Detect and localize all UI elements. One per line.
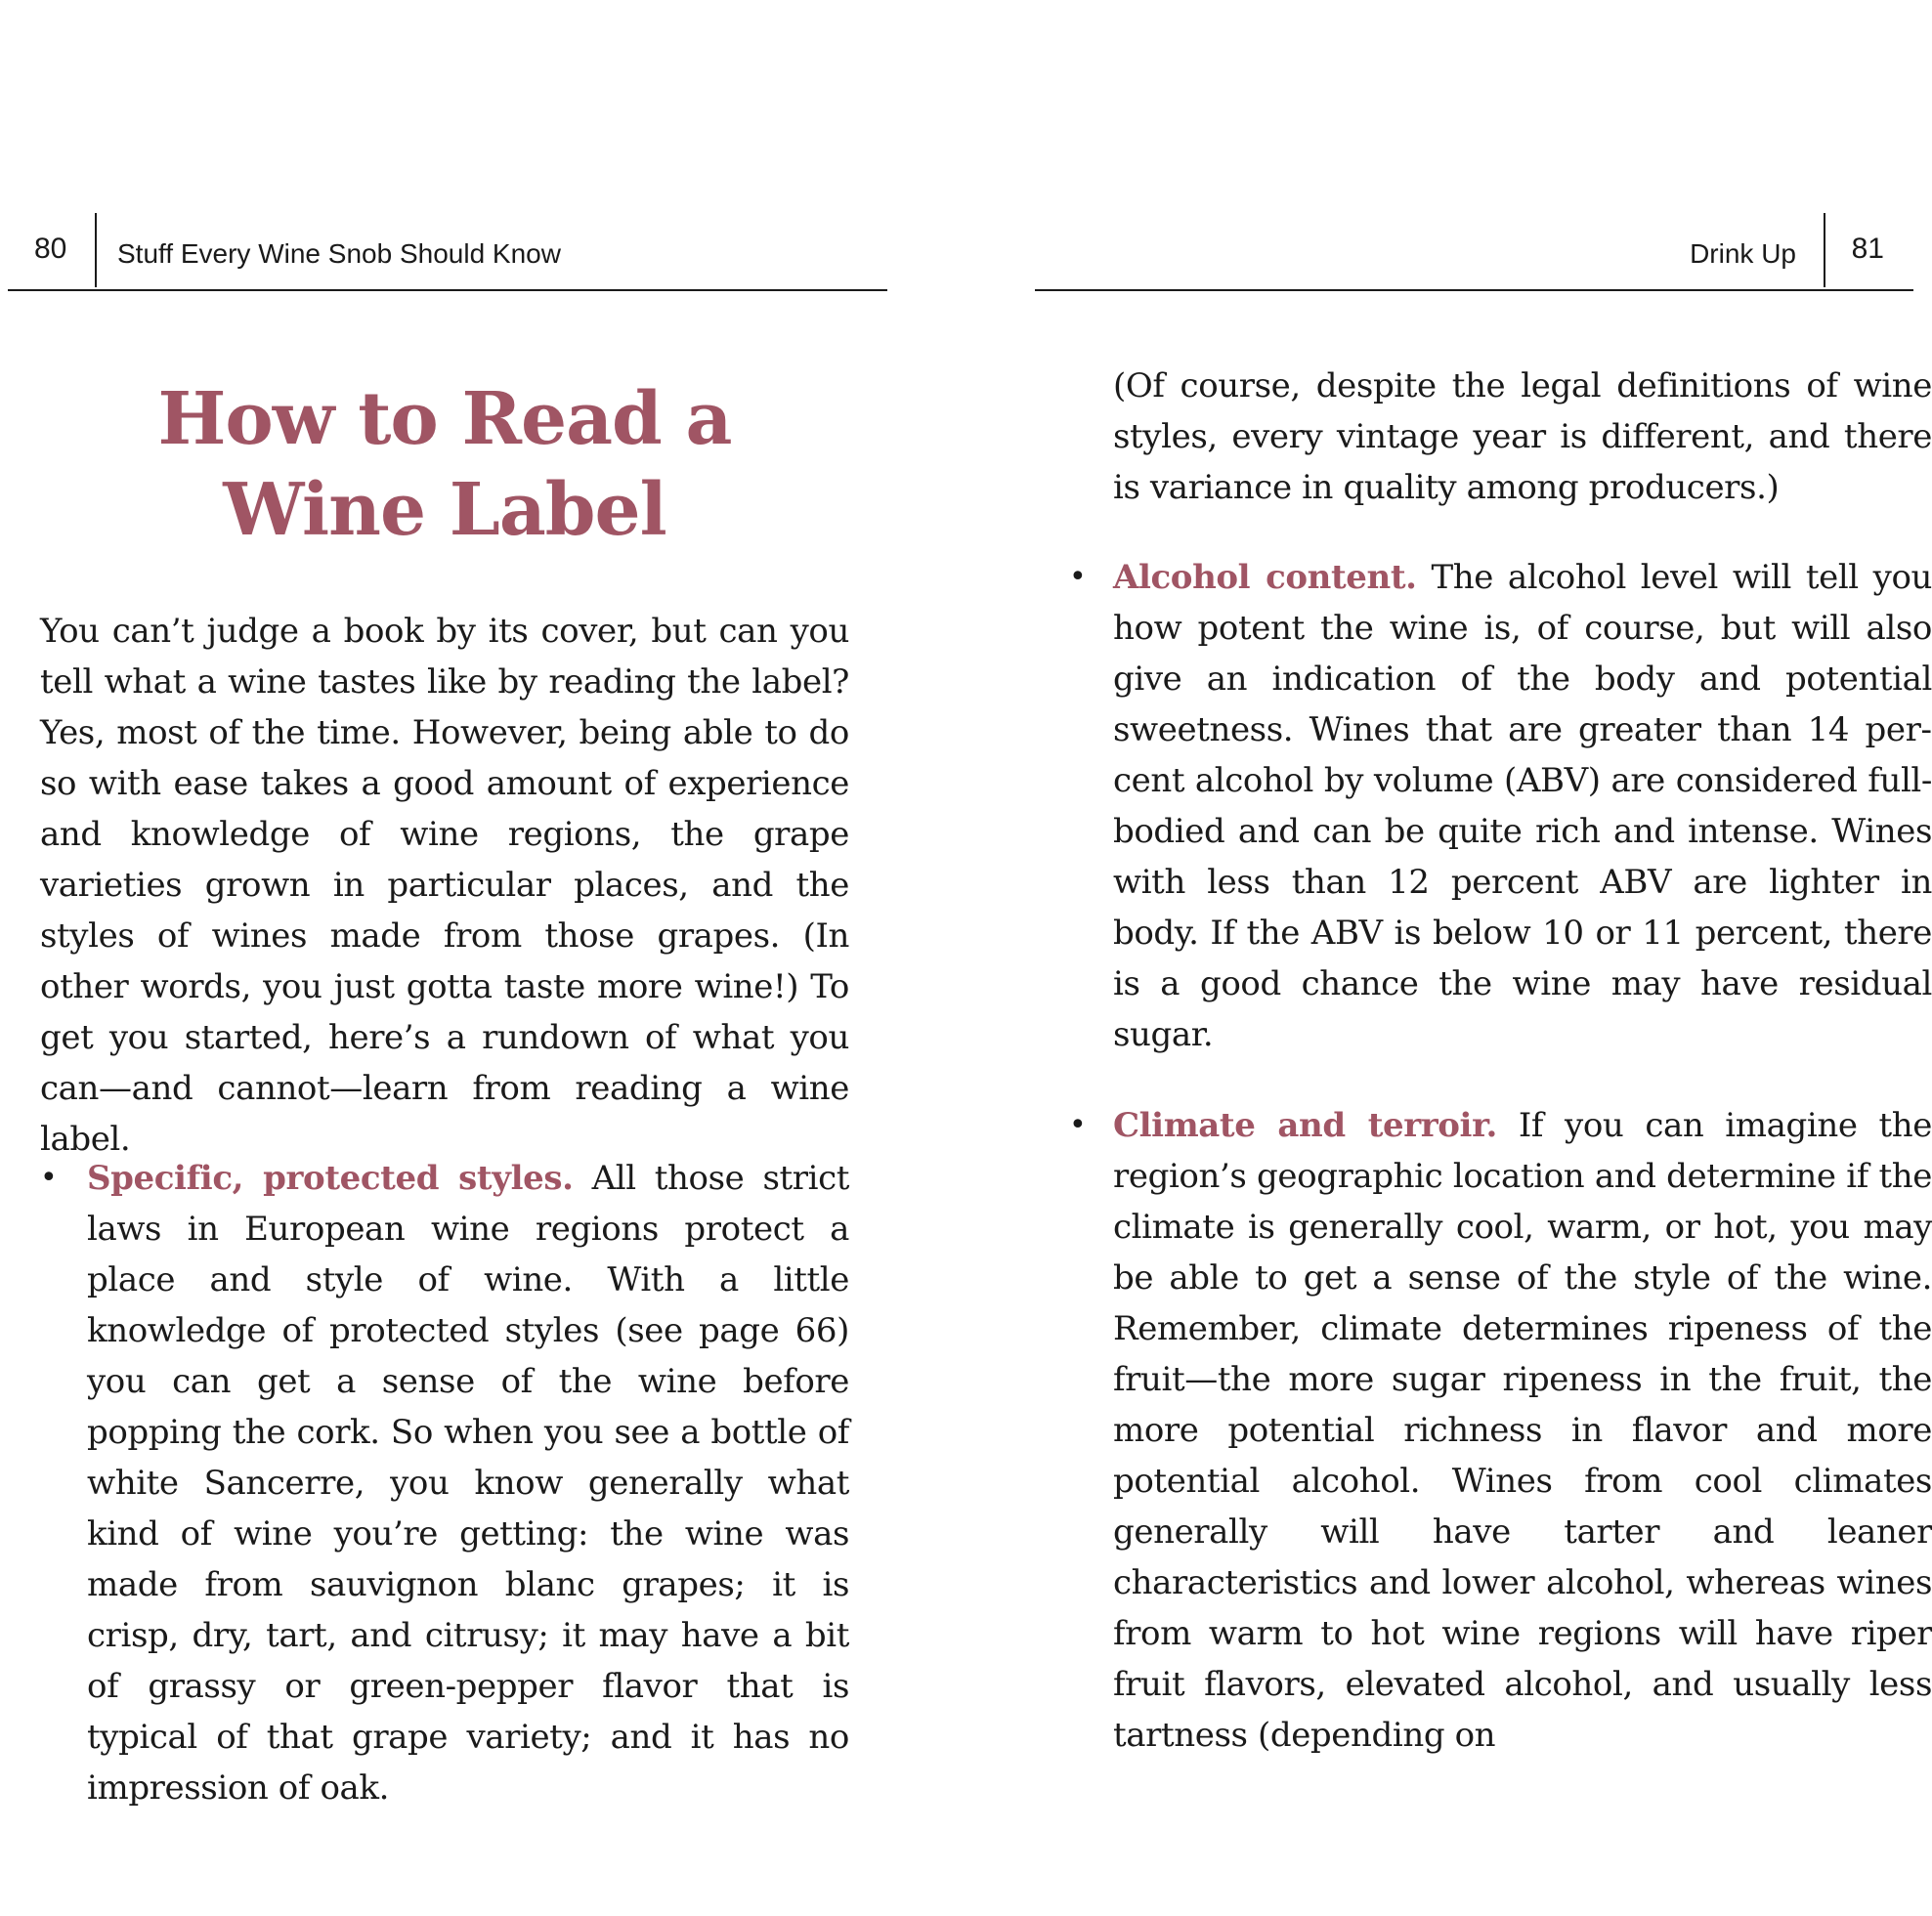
running-header-right [1035,213,1913,291]
right-page [1034,0,1932,1916]
list-item-lead: Specific, protected styles. [87,1159,574,1198]
intro-paragraph: You can’t judge a book by its cover, but can you tell what a wine tastes like by reading the label? Yes, most of the time. However, being able to do so with ease takes a good amount of experience and knowledge of wine regions, the grape varieties grown in particular places, and the styles of wines made from those grapes. (In other words, you just gotta taste more wine!) To get you started, here’s a rundown of what you can—and cannot—learn from reading a wine label. [40,612,849,1159]
left-page [0,0,899,1916]
page-title-line-2: Wine Label [223,468,666,552]
header-divider [1824,213,1825,287]
list-item-body: All those strict laws in European wine regions protect a place and style of wine. With a little knowledge of protected styles (see page 66) you can get a sense of the wine before popping the cork. So when you see a bottle of white Sancerre, you know generally what kind of wine you’re getting: the wine was made from sauvignon blanc grapes; it is crisp, dry, tart, and citrusy; it may have a bit of grassy or green-pepper flavor that is typical of that grape variety; and it has no impression of oak. [87,1159,849,1808]
list-item-lead: Alcohol content. [1113,558,1417,597]
list-item [1069,552,1932,1060]
list-item-lead: Climate and terroir. [1113,1106,1497,1145]
continued-paragraph: (Of course, despite the legal definitions of wine styles, every vintage year is different, and there is variance in quality among producers.) [1113,366,1932,507]
page-title [39,374,850,556]
book-title: Stuff Every Wine Snob Should Know [117,238,561,269]
bullet-icon: • [40,1161,58,1195]
header-divider [95,213,97,287]
list-item [1069,1100,1932,1761]
list-item-text [87,1153,849,1813]
page-title-line-1: How to Read a [157,377,732,461]
chapter-title: Drink Up [1690,238,1796,269]
list-item-text [1113,552,1932,1060]
page-number: 80 [34,233,67,265]
list-item-body: If you can imagine the region’s geographic location and determine if the climate is generally cool, warm, or hot, you may be able to get a sense of the style of the wine. Remember, climate determines ripeness of the fruit—the more sugar ripeness in the fruit, the more potential richness in flavor and more potential alcohol. Wines from cool climates generally will have tarter and leaner characteristics and lower alcohol, whereas wines from warm to hot wine regions will have riper fruit flavors, elevated alcohol, and usually less tartness (depending on [1113,1106,1932,1755]
bullet-icon: • [1069,560,1087,594]
list-item [40,1153,849,1813]
running-header-left [8,213,887,291]
list-item-body: The alcohol level will tell you how potent the wine is, of course, but will also give an indication of the body and potential sweetness. Wines that are greater than 14 percent alcohol by volume (ABV) are considered full-bodied and can be quite rich and intense. Wines with less than 12 percent ABV are lighter in body. If the ABV is below 10 or 11 percent, there is a good chance the wine may have residual sugar. [1113,558,1932,1054]
page-number: 81 [1851,233,1884,265]
list-item-text [1113,1100,1932,1761]
bullet-icon: • [1069,1108,1087,1142]
